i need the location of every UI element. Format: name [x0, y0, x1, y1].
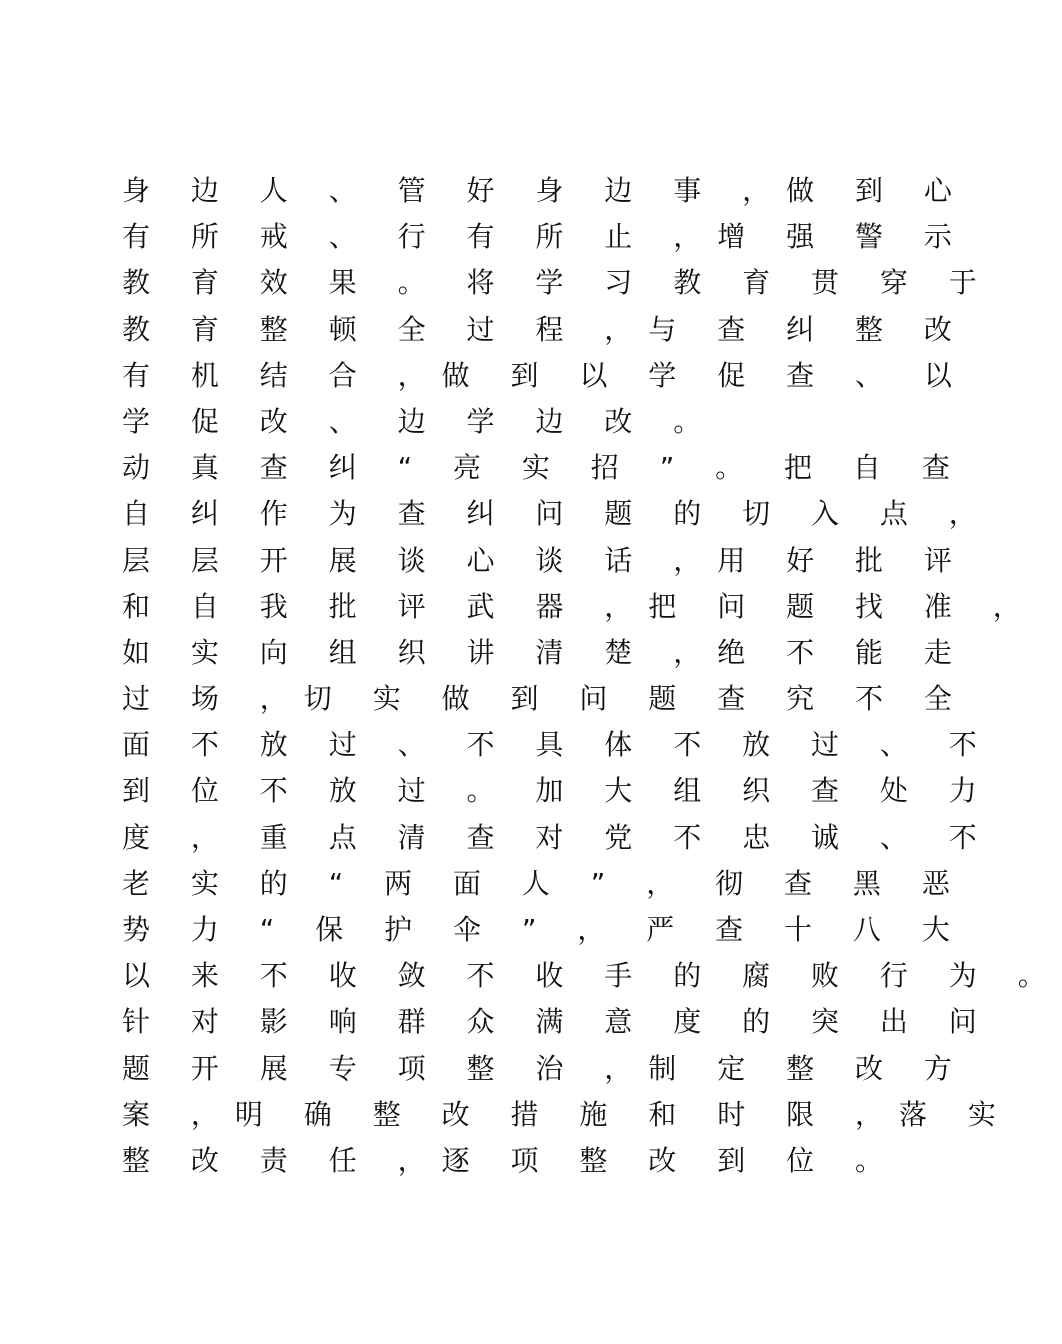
text-line: 针 对 影 响 群 众 满 意 度 的 突 出 问: [122, 1005, 993, 1039]
text-line: 度 ， 重 点 清 查 对 党 不 忠 诚 、 不: [122, 820, 993, 854]
text-line: 过 场 ，切 实 做 到 问 题 查 究 不 全: [122, 682, 968, 716]
text-line: 老 实 的 “ 两 面 人 ” ， 彻 查 黑 恶: [122, 866, 966, 900]
text-line: 面 不 放 过 、 不 具 体 不 放 过 、 不: [122, 728, 993, 762]
text-line: 案 ，明 确 整 改 措 施 和 时 限 ，落 实: [122, 1097, 1012, 1131]
text-line: 和 自 我 批 评 武 器 ，把 问 题 找 准 ，: [122, 589, 1037, 623]
text-line: 教 育 效 果 。 将 学 习 教 育 贯 穿 于: [122, 266, 993, 300]
text-line: 有 机 结 合 ，做 到 以 学 促 查 、 以: [122, 358, 968, 392]
text-line: 以 来 不 收 敛 不 收 手 的 腐 败 行 为 。: [122, 959, 1062, 993]
body-text: [122, 168, 1062, 1184]
text-line: 动 真 查 纠 “ 亮 实 招 ” 。 把 自 查: [122, 451, 966, 485]
text-line: 有 所 戒 、 行 有 所 止 ，增 强 警 示: [122, 220, 968, 254]
text-line: 自 纠 作 为 查 纠 问 题 的 切 入 点 ，: [122, 497, 993, 531]
text-line: 整 改 责 任 ，逐 项 整 改 到 位 。: [122, 1143, 900, 1177]
text-line: 学 促 改 、 边 学 边 改 。: [122, 404, 718, 438]
text-line: 如 实 向 组 织 讲 清 楚 ，绝 不 能 走: [122, 635, 968, 669]
text-line: 到 位 不 放 过 。 加 大 组 织 查 处 力: [122, 774, 993, 808]
text-line: 身 边 人 、 管 好 身 边 事 ，做 到 心: [122, 174, 968, 207]
text-line: 层 层 开 展 谈 心 谈 话 ，用 好 批 评: [122, 543, 968, 577]
text-line: 势 力 “ 保 护 伞 ” ， 严 查 十 八 大: [122, 913, 966, 946]
text-line: 题 开 展 专 项 整 治 ，制 定 整 改 方: [122, 1051, 968, 1085]
text-line: 教 育 整 顿 全 过 程 ，与 查 纠 整 改: [122, 312, 968, 346]
